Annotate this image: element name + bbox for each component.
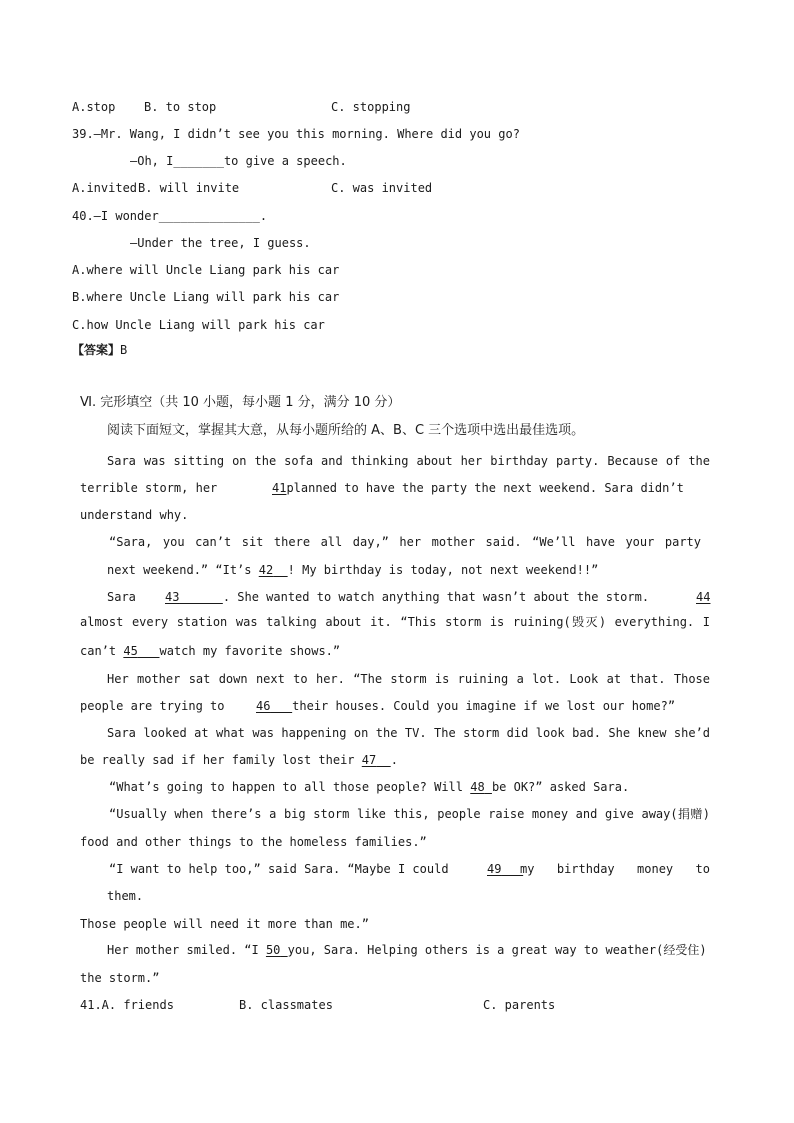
passage-line-12 bbox=[80, 752, 398, 768]
q39-option-a: A.invited bbox=[72, 181, 138, 195]
blank-45: 45 bbox=[123, 644, 138, 658]
q38-option-c: C. stopping bbox=[331, 100, 411, 114]
q40-reply: —Under the tree, I guess. bbox=[130, 236, 311, 250]
q39-option-c: C. was invited bbox=[331, 181, 433, 195]
passage-line-6-mid: . She wanted to watch anything that wasn’t about the storm. bbox=[222, 590, 650, 604]
passage-line-6 bbox=[165, 589, 649, 605]
passage-line-10-post: their houses. Could you imagine if we lost our home?” bbox=[292, 699, 676, 713]
passage-line-10-pre: people are trying to bbox=[80, 699, 225, 713]
passage-line-3: understand why. bbox=[80, 508, 189, 522]
passage-line-14: “Usually when there’s a big storm like this, people raise money and give away(捐赠) bbox=[109, 807, 710, 821]
answer-value: B bbox=[120, 343, 128, 357]
answer-line bbox=[72, 342, 127, 358]
blank-41: 41 bbox=[272, 481, 287, 495]
q39-reply bbox=[130, 153, 347, 169]
blank-47: 47 bbox=[361, 753, 377, 767]
passage-line-2 bbox=[80, 480, 217, 496]
blank-50: 50 bbox=[265, 943, 281, 957]
passage-line-8-post: watch my favorite shows.” bbox=[159, 644, 341, 658]
passage-line-17: them. bbox=[107, 889, 144, 903]
passage-line-12-pre: be really sad if her family lost their bbox=[80, 753, 355, 767]
q40-option-a: A.where will Uncle Liang park his car bbox=[72, 263, 340, 277]
q40-stem-pre: 40.—I wonder bbox=[72, 209, 159, 223]
passage-line-16-post: my birthday money to bbox=[520, 862, 710, 876]
passage-line-5-pre: next weekend.” “It’s bbox=[107, 563, 252, 577]
q40-blank: ______________ bbox=[158, 209, 260, 223]
passage-line-5 bbox=[107, 562, 598, 578]
blank-43: 43 bbox=[165, 590, 180, 604]
passage-line-6-pre: Sara bbox=[107, 590, 136, 604]
q40-option-b: B.where Uncle Liang will park his car bbox=[72, 290, 340, 304]
passage-line-18: Those people will need it more than me.” bbox=[80, 917, 369, 931]
passage-line-8 bbox=[80, 643, 340, 659]
q39-reply-pre: —Oh, I bbox=[130, 154, 174, 168]
answer-label: 【答案】 bbox=[72, 343, 121, 357]
q41-option-a: 41.A. friends bbox=[80, 998, 174, 1012]
passage-line-2-pre: terrible storm, her bbox=[80, 481, 218, 495]
q40-option-c: C.how Uncle Liang will park his car bbox=[72, 318, 325, 332]
passage-line-19-post: you, Sara. Helping others is a great way to weather(经受住) bbox=[287, 943, 707, 957]
blank-44: 44 bbox=[696, 590, 711, 604]
q38-option-b: B. to stop bbox=[144, 100, 217, 114]
passage-line-1: Sara was sitting on the sofa and thinking about her birthday party. Because of the bbox=[107, 454, 710, 468]
passage-line-2-post: planned to have the party the next weekend. Sara didn’t bbox=[286, 481, 684, 495]
passage-line-20: the storm.” bbox=[80, 971, 160, 985]
passage-line-10 bbox=[256, 698, 675, 714]
passage-line-19 bbox=[107, 942, 707, 958]
passage-line-13-pre: “What’s going to happen to all those people? Will bbox=[109, 780, 464, 794]
q40-stem-post: . bbox=[259, 209, 268, 223]
passage-line-8-pre: can’t bbox=[80, 644, 117, 658]
q41-option-c: C. parents bbox=[483, 998, 556, 1012]
blank-42: 42 bbox=[258, 563, 274, 577]
passage-line-11: Sara looked at what was happening on the TV. The storm did look bad. She knew she’d bbox=[107, 726, 710, 740]
passage-line-9: Her mother sat down next to her. “The storm is ruining a lot. Look at that. Those bbox=[107, 672, 710, 686]
passage-line-12-post: . bbox=[390, 753, 398, 767]
q39-stem: 39.—Mr. Wang, I didn’t see you this morning. Where did you go? bbox=[72, 127, 520, 141]
passage-line-5-post: ! My birthday is today, not next weekend!!” bbox=[287, 563, 599, 577]
q39-option-b: B. will invite bbox=[138, 181, 240, 195]
q39-blank: _______ bbox=[173, 154, 224, 168]
q40-stem bbox=[72, 208, 267, 224]
q38-option-a: A.stop bbox=[72, 100, 116, 114]
q41-option-b: B. classmates bbox=[239, 998, 333, 1012]
passage-line-13-post: be OK?” asked Sara. bbox=[491, 780, 630, 794]
blank-46: 46 bbox=[256, 699, 271, 713]
section-title: Ⅵ. 完形填空（共 10 小题，每小题 1 分，满分 10 分） bbox=[80, 395, 401, 410]
section-instruction: 阅读下面短文，掌握其大意，从每小题所给的 A、B、C 三个选项中选出最佳选项。 bbox=[107, 423, 585, 438]
blank-49: 49 bbox=[487, 862, 502, 876]
q39-reply-post: to give a speech. bbox=[223, 154, 347, 168]
blank-48: 48 bbox=[470, 780, 485, 794]
passage-line-4: “Sara, you can’t sit there all day,” her mother said. “We’ll have your party bbox=[109, 535, 701, 549]
passage-line-13 bbox=[109, 779, 629, 795]
passage-line-16-pre: “I want to help too,” said Sara. “Maybe I could bbox=[109, 862, 449, 876]
passage-line-2-right bbox=[272, 480, 684, 496]
passage-line-15: food and other things to the homeless families.” bbox=[80, 835, 427, 849]
passage-line-19-pre: Her mother smiled. “I bbox=[107, 943, 259, 957]
passage-line-7: almost every station was talking about it. “This storm is ruining(毁灭) everything. I bbox=[80, 615, 710, 629]
passage-line-16 bbox=[487, 861, 523, 877]
